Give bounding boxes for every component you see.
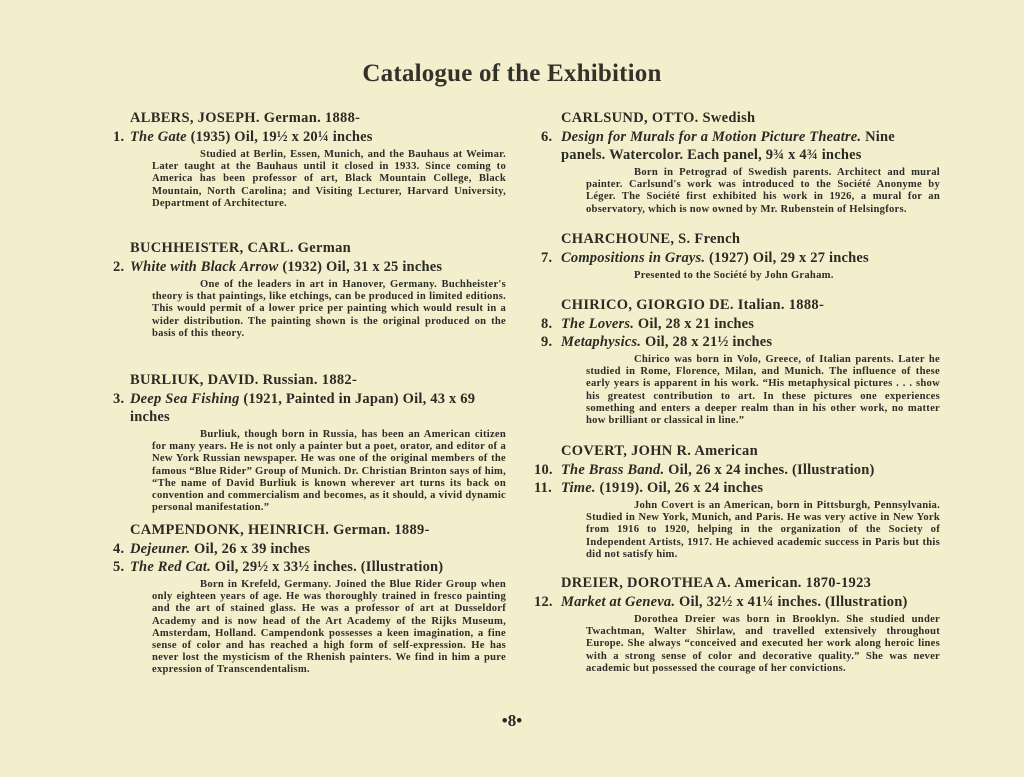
catalogue-item — [113, 258, 513, 276]
item-number: 12. — [534, 594, 553, 610]
artist-info: German — [297, 240, 352, 256]
artist-name: CAMPENDONK, HEINRICH. — [130, 522, 330, 538]
catalogue-item — [113, 540, 513, 558]
item-number: 11. — [534, 480, 552, 496]
artist-info: American. 1870-1923 — [734, 575, 872, 591]
artist-info: American — [694, 443, 758, 459]
artist-name: CHARCHOUNE, S. — [561, 231, 691, 247]
artist-heading — [130, 521, 513, 539]
item-title: Metaphysics. — [561, 334, 642, 350]
artist-description: Presented to the Société by John Graham. — [634, 270, 834, 281]
artist-entry-burliuk — [113, 371, 513, 514]
artist-heading — [130, 109, 513, 127]
catalogue-item — [541, 315, 941, 333]
artist-heading — [561, 296, 941, 314]
item-details: (1919). Oil, 26 x 24 inches — [599, 480, 764, 496]
artist-entry-charchoune — [541, 230, 941, 282]
item-details: Oil, 28 x 21½ inches — [644, 334, 773, 350]
artist-entry-albers — [113, 109, 513, 210]
artist-name: ALBERS, JOSEPH. — [130, 110, 260, 126]
item-details: Oil, 32½ x 41¼ inches. (Illustration) — [678, 594, 908, 610]
artist-name: CARLSUND, OTTO. — [561, 110, 699, 126]
artist-entry-carlsund — [541, 109, 941, 216]
artist-entry-covert — [534, 442, 940, 561]
item-details: Oil, 29½ x 33½ inches. (Illustration) — [214, 559, 444, 575]
catalogue-item — [541, 249, 941, 267]
artist-description: Burliuk, though born in Russia, has been an American citizen for many years. He is not only a painter but a poet, orator, and editor of a New York Russian newspaper. He was one of the original members of the famous “Blue Rider” Group of Munich. Dr. Christian Brinton says of him, “The name of David Burliuk is known wherever art turns its back on convention and commercialism and becomes, as it should, a vivid dynamic personal manifestation.” — [152, 429, 506, 514]
artist-info: Swedish — [702, 110, 756, 126]
catalogue-item — [541, 333, 941, 351]
item-title: The Lovers. — [561, 316, 635, 332]
item-title: Deep Sea Fishing — [130, 391, 240, 407]
page-title: Catalogue of the Exhibition — [362, 60, 662, 87]
artist-info: Russian. 1882- — [262, 372, 358, 388]
item-title: Dejeuner. — [130, 541, 191, 557]
artist-heading — [561, 109, 941, 127]
catalogue-item — [113, 128, 513, 146]
item-number: 1. — [113, 129, 125, 145]
item-title: The Red Cat. — [130, 559, 211, 575]
artist-info: German. 1888- — [263, 110, 361, 126]
artist-description: Born in Krefeld, Germany. Joined the Blue Rider Group when only eighteen years of age. He was thoroughly trained in fresco painting and the art of stained glass. He was a professor of art at Dusseldorf Academy and is now head of the Art Academy of the Rijks Museum, Amsterdam, Holland. Campendonk possesses a keen imagination, a fine sense of color and has reached a high form of self-expression. He has never lost the mysticism of the Rhenish painters. We find in him a pure expression of Transcendentalism. — [152, 579, 506, 676]
item-number: 8. — [541, 316, 553, 332]
catalogue-item — [534, 461, 934, 479]
item-details: Oil, 28 x 21 inches — [637, 316, 755, 332]
artist-description: Dorothea Dreier was born in Brooklyn. She studied under Twachtman, Walter Shirlaw, and travelled extensively throughout Europe. She always “conceived and executed her work along heroic lines with a strong sense of color and decorative quality.” She was never academic but possessed the courage of her convictions. — [586, 614, 940, 674]
item-title: White with Black Arrow — [130, 259, 279, 275]
catalogue-item — [113, 558, 513, 576]
artist-heading — [561, 230, 941, 248]
artist-description: Born in Petrograd of Swedish parents. Architect and mural painter. Carlsund's work was introduced to the Société Anonyme by Léger. The Société first exhibited his work in 1926, a mural for an observatory, which is now owned by Mr. Rubenstein of Helsingfors. — [586, 167, 940, 215]
item-title: Time. — [561, 480, 596, 496]
artist-name: BURLIUK, DAVID. — [130, 372, 259, 388]
item-number: 2. — [113, 259, 125, 275]
artist-description: Chirico was born in Volo, Greece, of Italian parents. Later he studied in Rome, Florence, Milan, and Munich. The influence of these early years is apparent in his work. “His metaphysical pictures . . . show his greatest contribution to art. In these pictures one experiences something and enters a deeper realm than in his other work, no matter how brilliant or classical in line.” — [586, 354, 940, 427]
catalogue-item — [113, 390, 513, 426]
item-number: 10. — [534, 462, 553, 478]
artist-heading — [130, 239, 513, 257]
item-number: 5. — [113, 559, 125, 575]
item-number: 6. — [541, 129, 553, 145]
item-title: The Gate — [130, 129, 187, 145]
artist-info: French — [694, 231, 741, 247]
item-number: 3. — [113, 391, 125, 407]
artist-name: CHIRICO, GIORGIO DE. — [561, 297, 734, 313]
catalogue-item — [534, 593, 934, 611]
artist-description: John Covert is an American, born in Pittsburgh, Pennsylvania. Studied in New York, Munich, and Paris. He was very active in New York from 1916 to 1920, helping in the organization of the Society of Independent Artists, 1917. He achieved academic success in Paris but this did not satisfy him. — [586, 500, 940, 560]
artist-info: Italian. 1888- — [737, 297, 825, 313]
item-details: (1932) Oil, 31 x 25 inches — [282, 259, 443, 275]
item-details: (1921, Painted in Japan) Oil, 43 x 69 inches — [130, 391, 476, 425]
artist-heading — [130, 371, 513, 389]
artist-heading — [561, 574, 934, 592]
item-number: 9. — [541, 334, 553, 350]
artist-info: German. 1889- — [333, 522, 430, 538]
item-number: 7. — [541, 250, 553, 266]
artist-heading — [561, 442, 934, 460]
artist-description: Studied at Berlin, Essen, Munich, and the Bauhaus at Weimar. Later taught at the Bauhaus until it closed in 1933. Since coming to America has been professor of art, Black Mountain College, Black Mountain, North Carolina; and Visiting Lecturer, Harvard University, Department of Architecture. — [152, 149, 506, 209]
item-details: Oil, 26 x 39 inches — [194, 541, 311, 557]
item-details: Nine panels. Watercolor. Each panel, 9¾ x 4¾ inches — [561, 129, 895, 163]
artist-name: COVERT, JOHN R. — [561, 443, 692, 459]
item-number: 4. — [113, 541, 125, 557]
artist-name: DREIER, DOROTHEA A. — [561, 575, 732, 591]
artist-name: BUCHHEISTER, CARL. — [130, 240, 294, 256]
artist-entry-chirico — [541, 296, 941, 427]
item-title: Design for Murals for a Motion Picture Theatre. — [561, 129, 862, 145]
item-details: (1935) Oil, 19½ x 20¼ inches — [190, 129, 373, 145]
catalogue-item — [541, 128, 941, 164]
artist-entry-dreier — [534, 574, 940, 675]
artist-entry-buchheister — [113, 239, 513, 340]
item-title: Market at Geneva. — [561, 594, 676, 610]
item-details: Oil, 26 x 24 inches. (Illustration) — [668, 462, 875, 478]
catalogue-item — [534, 479, 934, 497]
artist-description: One of the leaders in art in Hanover, Germany. Buchheister's theory is that paintings, like etchings, can be produced in limited editions. This would permit of a lower price per painting which would result in a wider distribution. The painting shown is the original produced on the basis of this theory. — [152, 279, 506, 339]
item-title: Compositions in Grays. — [561, 250, 706, 266]
artist-entry-campendonk — [113, 521, 513, 677]
page-number: •8• — [501, 711, 523, 730]
item-details: (1927) Oil, 29 x 27 inches — [709, 250, 869, 266]
item-title: The Brass Band. — [561, 462, 665, 478]
